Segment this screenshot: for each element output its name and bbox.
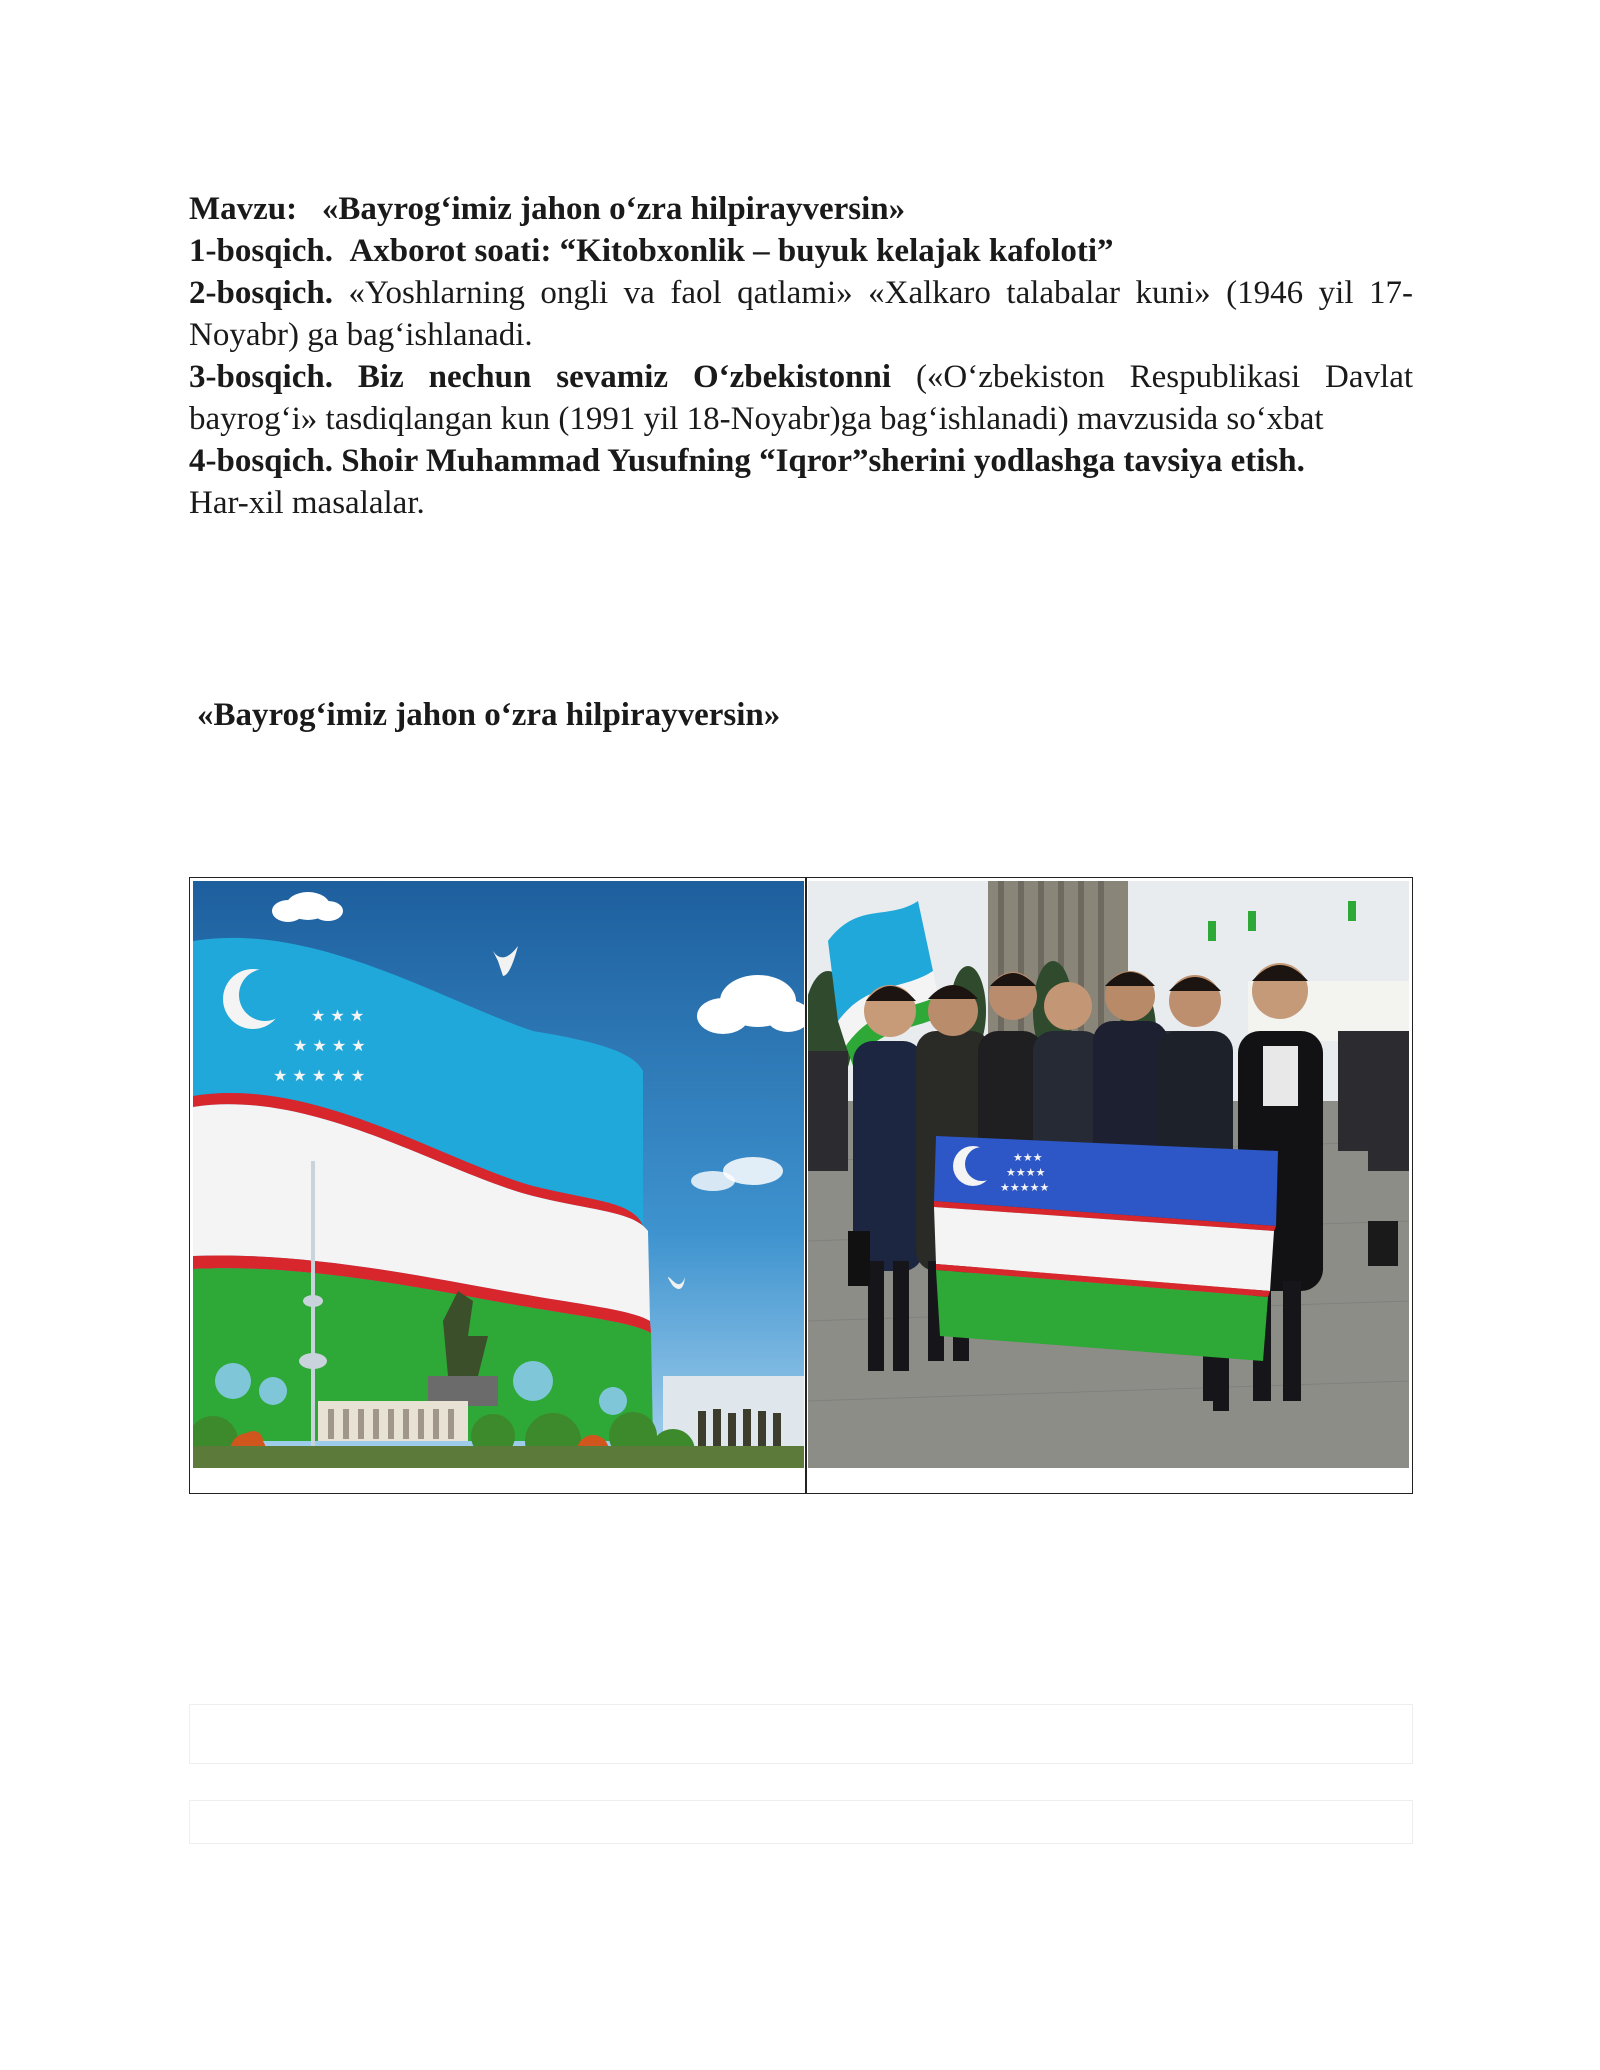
stage-1: [189, 230, 1413, 272]
stage-2-text: «Yoshlarning ongli va faol qatlami» «Xalkaro talabalar kuni» (1946 yil 17-Noyabr) ga bag‘ishlanadi.: [189, 275, 1414, 353]
stage-1-label: 1-bosqich.: [189, 233, 333, 269]
students-with-flag-photo: [808, 881, 1409, 1468]
topic-label: Mavzu:: [189, 191, 298, 227]
stage-4-text: Shoir Muhammad Yusufning “Iqror”sherini yodlashga tavsiya etish.: [341, 443, 1305, 479]
subtitle: «Bayrog‘imiz jahon o‘zra hilpirayversin»: [197, 697, 781, 733]
svg-text:★ ★ ★: ★ ★ ★: [311, 1006, 365, 1025]
photo-table: [189, 877, 1413, 1494]
text-block: [189, 188, 1413, 524]
stage-4-label: 4-bosqich.: [189, 443, 333, 479]
svg-text:★ ★ ★ ★: ★ ★ ★ ★: [293, 1036, 366, 1055]
stage-2: [189, 272, 1413, 356]
svg-text:★★★★: ★★★★: [1006, 1166, 1046, 1179]
stage-2-label: 2-bosqich.: [189, 275, 333, 311]
svg-text:★★★: ★★★: [1013, 1151, 1043, 1164]
stage-3-bold: Biz nechun sevamiz O‘zbekistonni: [357, 359, 892, 395]
stage-1-text: Axborot soati: “Kitobxonlik – buyuk kelajak kafoloti”: [349, 233, 1114, 269]
stage-3-text: («O‘zbekiston Respublikasi Davlat bayrog‘i» tasdiqlangan kun (1991 yil 18-Noyabr)ga bag‘ishlanadi) mavzusida so‘xbat: [189, 359, 1414, 437]
empty-box-1: [189, 1704, 1413, 1764]
svg-text:★ ★ ★ ★ ★: ★ ★ ★ ★ ★: [273, 1066, 366, 1085]
table-divider: [805, 878, 807, 1493]
svg-text:★★★★★: ★★★★★: [1000, 1181, 1050, 1194]
empty-box-2: [189, 1800, 1413, 1844]
stage-3: [189, 356, 1413, 440]
stage-3-label: 3-bosqich.: [189, 359, 333, 395]
stage-4: [189, 440, 1413, 482]
misc-line: Har-xil masalalar.: [189, 485, 425, 521]
topic-line: [189, 188, 1413, 230]
topic-title: «Bayrog‘imiz jahon o‘zra hilpirayversin»: [321, 191, 906, 227]
flag-poster-image: [193, 881, 804, 1468]
